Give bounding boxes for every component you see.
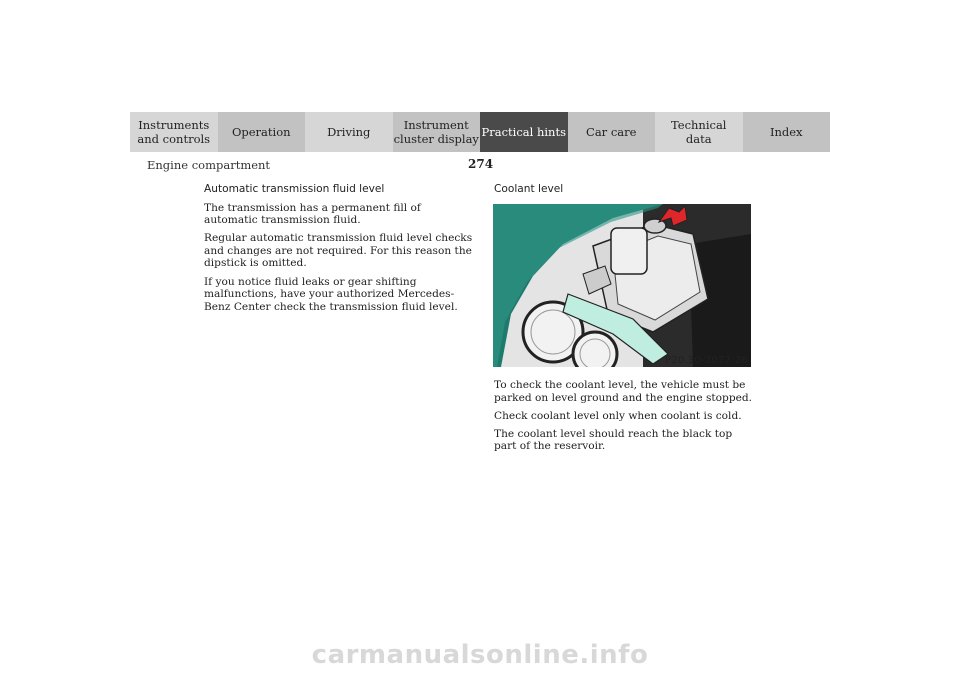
left-column [204, 183, 476, 319]
paragraph: The coolant level should reach the black top part of the reservoir. [494, 427, 733, 453]
figure-reference-code: P20.30-2077-26 [665, 355, 748, 366]
paragraph: To check the coolant level, the vehicle must be parked on level ground and the engine stopped. [494, 379, 753, 404]
tab-technical-data[interactable]: Technical data [655, 112, 743, 152]
paragraph: Regular automatic transmission fluid level checks and changes are not required. For this reason the dipstick is omitted. [204, 232, 473, 270]
transmission-fluid-heading: Automatic transmission fluid level [204, 183, 385, 195]
tab-instrument-cluster-display[interactable]: Instrument cluster display [393, 112, 481, 152]
tab-practical-hints[interactable]: Practical hints [480, 112, 568, 152]
coolant-level-heading: Coolant level [494, 183, 564, 195]
engine-compartment-illustration [493, 204, 751, 367]
paragraph: Check coolant level only when coolant is cold. [494, 409, 742, 422]
paragraph: If you notice fluid leaks or gear shifting malfunctions, have your authorized Mercedes-Benz Center check the transmission fluid level. [204, 275, 458, 313]
section-title: Engine compartment [147, 158, 271, 172]
right-column [494, 379, 756, 458]
coolant-heading-block [494, 183, 754, 202]
tab-operation[interactable]: Operation [218, 112, 306, 152]
watermark: carmanualsonline.info [311, 640, 649, 670]
page-number: 274 [468, 157, 494, 171]
tab-driving[interactable]: Driving [305, 112, 393, 152]
tab-index[interactable]: Index [743, 112, 831, 152]
tab-instruments-and-controls[interactable]: Instruments and controls [130, 112, 218, 152]
tab-car-care[interactable]: Car care [568, 112, 656, 152]
paragraph: The transmission has a permanent fill of automatic transmission fluid. [204, 201, 421, 227]
engine-illustration-svg [493, 204, 751, 367]
section-tabs [130, 112, 830, 152]
